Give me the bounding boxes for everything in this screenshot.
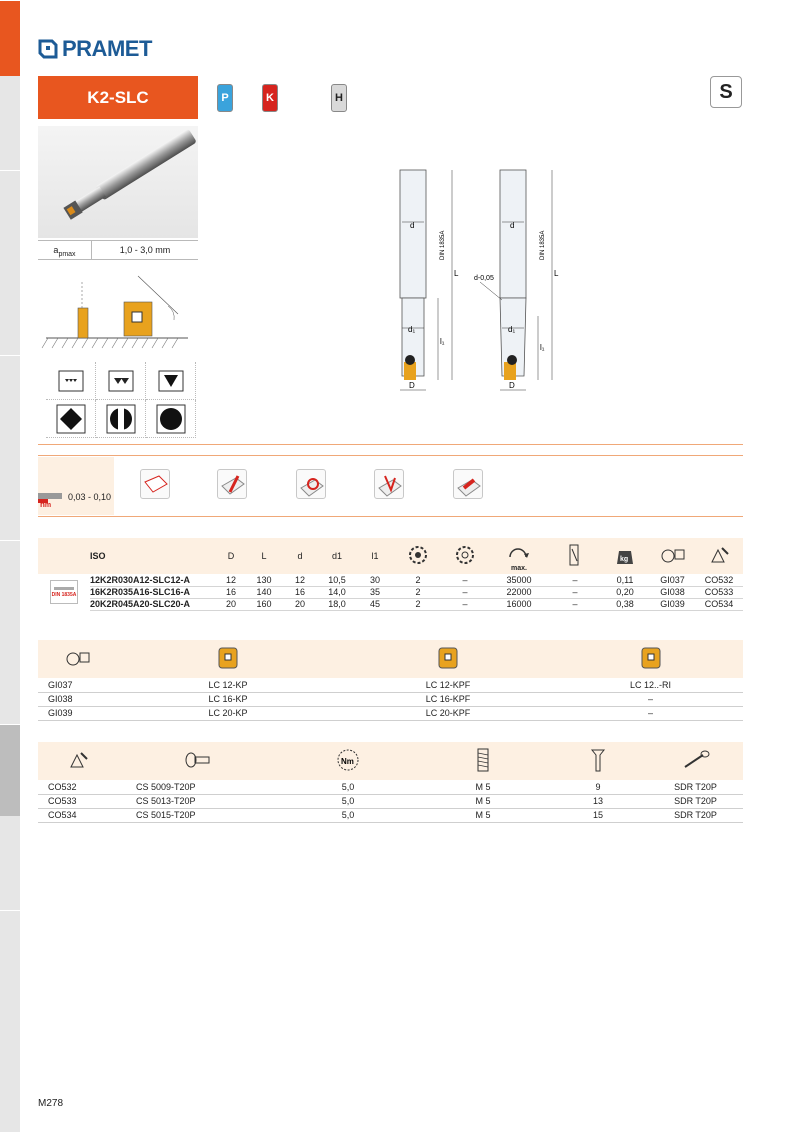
svg-text:kg: kg [620,556,629,563]
material-badge-h: H [331,84,347,112]
din-badge: DIN 1835A [50,580,78,604]
col-iso: ISO [90,551,106,561]
side-tab[interactable] [0,540,20,632]
thread-icon [418,742,548,780]
table-row: CO532 CS 5009-T20P 5,0 M 5 9 SDR T20P [38,780,743,794]
dimension-diagram [380,150,580,400]
cutting-depth-row [38,240,198,260]
col-L: L [261,551,267,561]
table-header [38,742,743,780]
divider [38,444,743,445]
spare-parts-icon [695,538,743,574]
clamp-screw-icon [118,742,278,780]
iso-code: 20K2R045A20-SLC20-A [90,598,216,610]
ap-label: a pmax [38,241,92,259]
feed-value: 0,03 - 0,10 [68,492,112,502]
screwdriver-icon [648,742,743,780]
insert-kpf-icon [338,640,558,678]
insert-geometry-sketch [38,262,198,356]
table-row: GI038 LC 16-KP LC 16-KPF – [38,692,743,706]
col-l1: l1 [371,551,379,561]
product-title: K2-SLC [38,76,198,119]
side-tab[interactable] [0,355,20,447]
insert-ri-icon [558,640,743,678]
dim-D-left: D [409,381,415,390]
side-tab[interactable] [0,170,20,262]
col-D: D [227,551,235,561]
dim-L-right: L [554,269,559,278]
divider [38,455,743,456]
screw-length-icon [548,742,648,780]
tool-spec-table [38,538,743,611]
geometry-diagram [38,262,198,356]
ap-value: 1,0 - 3,0 mm [119,245,171,255]
table-row: CO533 CS 5013-T20P 5,0 M 5 13 SDR T20P [38,794,743,808]
insert-set-icon [38,640,118,678]
pocket-icon [96,362,146,400]
side-tab-strip [0,0,20,1132]
ramping-icon [296,469,326,499]
iso-code: 12K2R030A12-SLC12-A [90,574,216,586]
shoulder-milling-icon [217,469,247,499]
operations-grid [46,362,198,438]
weight-icon [600,538,650,574]
table-header [38,640,743,678]
material-badge-p: P [217,84,233,112]
table-row: CO534 CS 5015-T20P 5,0 M 5 15 SDR T20P [38,808,743,822]
spare-parts-icon [38,742,118,780]
dim-d1-right: d₁ [508,325,516,334]
din-label-right: DIN 1835A [540,230,546,260]
dim-l1-left: l₁ [440,337,445,346]
teeth-count-icon [394,538,442,574]
material-badge-k: K [262,84,278,112]
feed-label: hm [40,500,52,509]
torque-icon [278,742,418,780]
tool-photo [38,126,198,238]
face-milling-icon [140,469,170,499]
round-cut-icon [96,400,146,438]
page-number: M278 [38,1098,64,1109]
pramet-logo-icon [38,39,58,59]
group-badge: S [710,76,742,108]
insert-kp-icon [118,640,338,678]
coolant-icon [550,538,600,574]
insert-table [38,640,743,721]
insert-set-icon [650,538,695,574]
side-tab[interactable] [0,910,20,1002]
side-tab-active[interactable] [0,0,20,76]
table-row: GI037 LC 12-KP LC 12-KPF LC 12..-RI [38,678,743,692]
table-row: DIN 1835A 12K2R030A12-SLC12-A 12 130 12 10,5 30 2 – 35000 – 0,11 GI037 CO532 [38,574,743,586]
effective-teeth-icon [442,538,488,574]
dim-l1-right: l₁ [540,343,545,352]
cross-insert-icon [46,400,96,438]
slotting-icon [46,362,96,400]
dim-D-right: D [509,381,515,390]
dim-d1-left: d₁ [408,325,416,334]
plunge-icon [146,362,196,400]
dim-d-right: d [510,221,515,230]
side-tab-current[interactable] [0,724,20,816]
iso-code: 16K2R035A16-SLC16-A [90,586,216,598]
brand-logo [38,36,152,62]
accessory-table [38,742,743,823]
table-row: 20K2R045A20-SLC20-A 20 160 20 18,0 45 2 – 16000 – 0,38 GI039 CO534 [38,598,743,610]
table-row: 16K2R035A16-SLC16-A 16 140 16 14,0 35 2 – 22000 – 0,20 GI038 CO533 [38,586,743,598]
svg-text:Nm: Nm [341,757,354,766]
table-header [38,538,743,574]
circle-icon [146,400,196,438]
brand-name: PRAMET [62,36,152,61]
dim-tolerance: d-0,05 [474,275,494,282]
dim-L-left: L [454,269,459,278]
max-rpm-icon: max. [488,538,550,574]
divider [38,516,743,517]
tool-dimension-drawing [380,150,580,400]
pocketing-icon [453,469,483,499]
col-d1: d1 [331,551,342,561]
dim-d-left: d [410,221,415,230]
end-mill-image [38,126,198,238]
table-row: GI039 LC 20-KP LC 20-KPF – [38,706,743,720]
din-label-left: DIN 1835A [440,230,446,260]
col-d: d [297,551,303,561]
helical-interpolation-icon [374,469,404,499]
